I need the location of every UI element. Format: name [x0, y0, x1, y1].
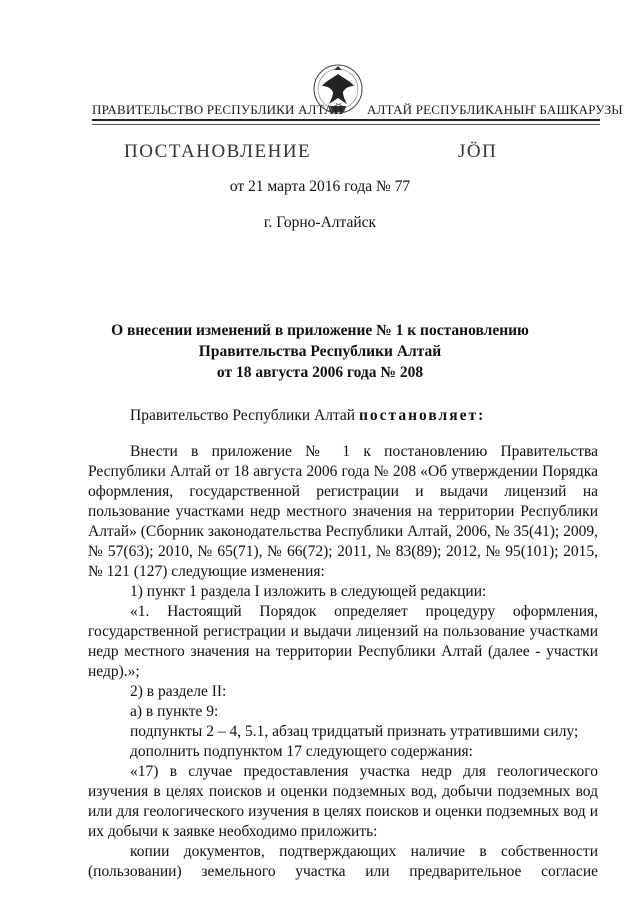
body-paragraph: «1. Настоящий Порядок определяет процедуру оформления, государственной регистрации и выдачи лицензий на пользование участками недр местного значения на территории Республики Алтай (далее - участки недр).»; [88, 603, 598, 680]
document-type-russian: ПОСТАНОВЛЕНИЕ [124, 141, 312, 162]
intro-verb: постановляет: [358, 407, 486, 424]
document-title [0, 320, 640, 383]
body-paragraph: 2) в разделе II: [130, 683, 227, 700]
body-paragraph: Внести в приложение № 1 к постановлению Правительства Республики Алтай от 18 августа 2006 года № 208 «Об утверждении Порядка оформления, государственной регистрации и выдачи лицензий на пользование участками недр местного значения на территории Республики Алтай» (Сборник законодательства Республики Алтай, 2006, № 35(41); 2009, № 57(63); 2010, № 65(71), № 66(72); 2011, № 83(89); 2012, № 95(101); 2015, № 121 (127) следующие изменения: [88, 443, 598, 580]
body-paragraph: дополнить подпунктом 17 следующего содержания: [130, 743, 473, 760]
government-name-russian: ПРАВИТЕЛЬСТВО РЕСПУБЛИКИ АЛТАЙ [92, 102, 344, 117]
header-divider-thick [92, 119, 600, 121]
resolution-intro [88, 406, 598, 426]
document-city: г. Горно-Алтайск [263, 214, 377, 231]
header-divider-thin [92, 124, 600, 125]
body-paragraph: 1) пункт 1 раздела I изложить в следующей редакции: [130, 583, 487, 600]
body-paragraph: «17) в случае предоставления участка недр для геологического изучения в целях поисков и оценки подземных вод, добычи подземных вод или для геологического изучения в целях поисков и оценки подземных вод и их добычи к заявке необходимо приложить: [88, 763, 598, 840]
document-body [88, 406, 598, 882]
body-paragraph: копии документов, подтверждающих наличие в собственности (пользовании) земельного участка или предварительное согласие [88, 843, 598, 880]
government-name-altai: АЛТАЙ РЕСПУБЛИКАНЫҤ БАШКАРУЗЫ [367, 102, 623, 117]
title-line: Правительства Республики Алтай [198, 343, 442, 360]
title-line: от 18 августа 2006 года № 208 [216, 364, 424, 381]
document-date-number: от 21 марта 2016 года № 77 [229, 178, 411, 195]
document-type-altai: JӦП [458, 141, 498, 162]
intro-lead: Правительство Республики Алтай [130, 407, 359, 424]
body-paragraph: а) в пункте 9: [130, 703, 219, 720]
body-paragraph: подпункты 2 – 4, 5.1, абзац тридцатый признать утратившими силу; [130, 723, 579, 740]
title-line: О внесении изменений в приложение № 1 к постановлению [111, 322, 529, 339]
